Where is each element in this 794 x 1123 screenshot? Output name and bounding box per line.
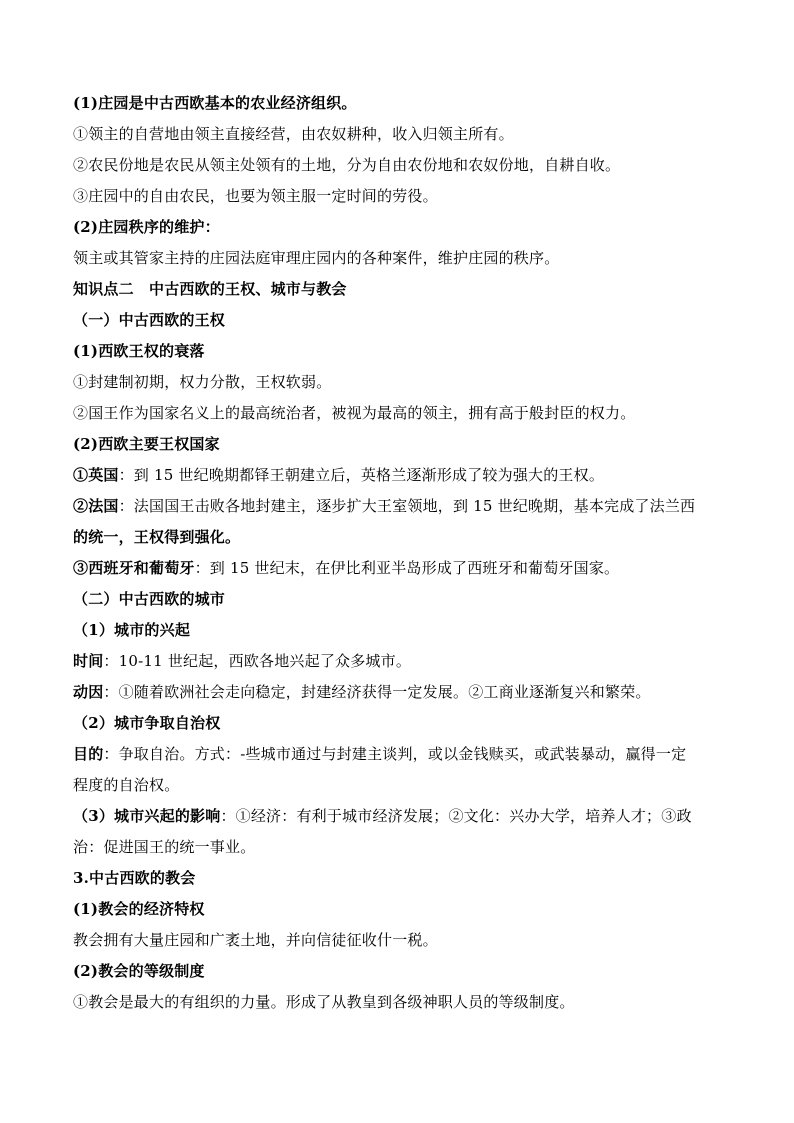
text-purpose: ：争取自治。方式：-些城市通过与封建主谈判，或以金钱赎买，或武装暴动，赢得一定 — [103, 745, 687, 763]
paragraph-king-supreme-lord: ②国王作为国家名义上的最高统治者，被视为最高的领主，拥有高于般封臣的权力。 — [73, 404, 636, 422]
paragraph-spain-portugal — [73, 553, 723, 584]
heading-rise-of-cities: （1）城市的兴起 — [73, 621, 191, 639]
label-france: ②法国 — [73, 497, 119, 515]
section-heading-knowledge-point-2: 知识点二 中古西欧的王权、城市与教会 — [73, 280, 347, 298]
text-england: ：到 15 世纪晚期都铎王朝建立后，英格兰逐渐形成了较为强大的王权。 — [118, 466, 605, 484]
text-causes: ：①随着欧洲社会走向稳定，封建经济获得一定发展。②工商业逐渐复兴和繁荣。 — [103, 683, 651, 701]
heading-manor-order: (2)庄园秩序的维护： — [73, 218, 220, 236]
paragraph-causes — [73, 677, 723, 708]
document-page — [73, 88, 723, 1018]
label-city-impact: （3）城市兴起的影响 — [73, 807, 221, 825]
heading-church-hierarchy: (2)教会的等级制度 — [73, 962, 205, 980]
paragraph-purpose — [73, 739, 723, 770]
label-time: 时间 — [73, 652, 104, 670]
paragraph-demesne: ①领主的自营地由领主直接经营，由农奴耕种，收入归领主所有。 — [73, 125, 514, 143]
paragraph-france-continued: 的统一，王权得到强化。 — [73, 528, 241, 546]
paragraph-time — [73, 646, 723, 677]
text-city-impact: ：①经济：有利于城市经济发展；②文化：兴办大学，培养人才；③政 — [220, 807, 692, 825]
paragraph-city-impact-continued: 治：促进国王的统一事业。 — [73, 838, 256, 856]
label-spain-portugal: ③西班牙和葡萄牙 — [73, 559, 195, 577]
paragraph-early-feudalism: ①封建制初期，权力分散，王权软弱。 — [73, 373, 332, 391]
paragraph-peasant-land: ②农民份地是农民从领主处领有的土地，分为自由农份地和农奴份地，自耕自收。 — [73, 156, 621, 174]
heading-manor-organization: (1)庄园是中古西欧基本的农业经济组织。 — [73, 94, 357, 112]
paragraph-purpose-continued: 程度的自治权。 — [73, 776, 180, 794]
paragraph-city-impact — [73, 801, 723, 832]
text-time: ：10-11 世纪起，西欧各地兴起了众多城市。 — [103, 652, 412, 670]
paragraph-church-hierarchy: ①教会是最大的有组织的力量。形成了从教皇到各级神职人员的等级制度。 — [73, 993, 575, 1011]
subsection-heading-church: 3.中古西欧的教会 — [73, 869, 196, 887]
text-spain-portugal: ：到 15 世纪末，在伊比利亚半岛形成了西班牙和葡萄牙国家。 — [194, 559, 620, 577]
subsection-heading-royal-power: （一）中古西欧的王权 — [73, 311, 226, 329]
paragraph-france — [73, 491, 723, 522]
label-causes: 动因 — [73, 683, 104, 701]
text-france: ：法国国王击败各地封建主，逐步扩大王室领地，到 15 世纪晚期，基本完成了法兰西 — [118, 497, 696, 515]
paragraph-church-lands: 教会拥有大量庄园和广袤土地，并向信徒征收什一税。 — [73, 931, 438, 949]
subsection-heading-cities: （二）中古西欧的城市 — [73, 590, 226, 608]
heading-city-autonomy: （2）城市争取自治权 — [73, 714, 221, 732]
label-england: ①英国 — [73, 466, 119, 484]
heading-royal-power-decline: (1)西欧王权的衰落 — [73, 342, 205, 360]
heading-main-monarchies: (2)西欧主要王权国家 — [73, 435, 220, 453]
paragraph-free-peasants: ③庄园中的自由农民，也要为领主服一定时间的劳役。 — [73, 187, 438, 205]
heading-church-economic-privilege: (1)教会的经济特权 — [73, 900, 205, 918]
paragraph-manor-court: 领主或其管家主持的庄园法庭审理庄园内的各种案件，维护庄园的秩序。 — [73, 249, 560, 267]
paragraph-england — [73, 460, 723, 491]
label-purpose: 目的 — [73, 745, 104, 763]
